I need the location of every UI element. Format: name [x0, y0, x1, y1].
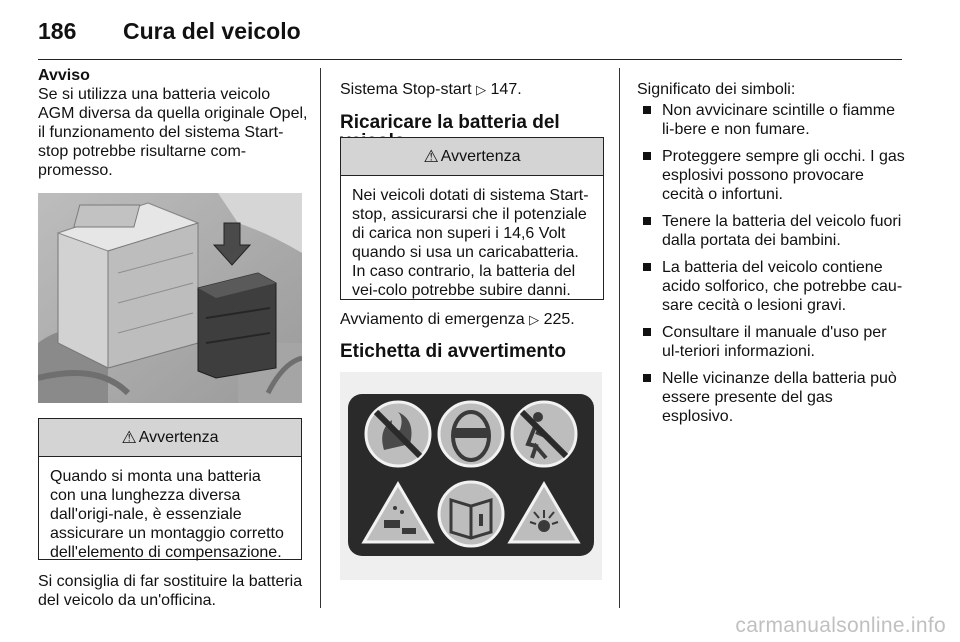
battery-photo: [38, 193, 302, 403]
column-right: [637, 80, 907, 434]
site-watermark: carmanualsonline.info: [735, 614, 946, 637]
cross-reference-text: Avviamento di emergenza: [340, 311, 525, 328]
section-heading-label: Etichetta di avvertimento: [340, 341, 566, 362]
list-item: [637, 369, 907, 426]
list-item: [637, 147, 907, 204]
keep-away-children-icon: [512, 402, 576, 466]
warning-label-illustration: [340, 372, 602, 580]
list-item-text: Proteggere sempre gli occhi. I gas esplosivi possono provocare cecità o infortuni.: [662, 148, 905, 203]
page-header: [38, 14, 918, 54]
page-title: Cura del veicolo: [123, 18, 301, 44]
bullet-icon: [643, 328, 651, 336]
cross-reference-page: 147.: [490, 81, 522, 98]
warning-box-left: [38, 418, 302, 560]
list-item: [637, 212, 907, 250]
read-manual-icon: [439, 482, 503, 546]
page-reference-arrow-icon: ▷: [476, 82, 487, 97]
list-item: [637, 101, 907, 139]
warning-header: [341, 138, 603, 176]
replacement-advice: Si consiglia di far sostituire la batteria del veicolo da un'officina.: [38, 573, 303, 609]
warning-box-middle: [340, 137, 604, 300]
warning-text: Nei veicoli dotati di sistema Start-stop, assicurarsi che il potenziale di carica non superi i 14,6 Volt quando si usa un caricabatteria. In caso contrario, la batteria del vei-colo potrebbe subire danni.: [352, 187, 589, 299]
column-divider-1: [320, 68, 321, 608]
symbol-list: [637, 101, 907, 426]
warning-heading: Avvertenza: [440, 147, 521, 165]
warning-text: Quando si monta una batteria con una lunghezza diversa dall'origi-nale, è essenziale assicurare un montaggio corretto dell'elemento di compensazione.: [50, 468, 284, 561]
header-rule: [38, 59, 902, 60]
cross-reference-text: Sistema Stop-start: [340, 81, 472, 98]
list-item: [637, 258, 907, 315]
warning-label-image: [340, 372, 602, 580]
page-number: 186: [38, 18, 77, 44]
list-item-text: La batteria del veicolo contiene acido solforico, che potrebbe cau-sare cecità o lesioni gravi.: [662, 259, 903, 314]
eye-protection-icon: [439, 402, 503, 466]
column-divider-2: [619, 68, 620, 608]
column-left: [38, 66, 308, 180]
warning-header: [39, 419, 301, 457]
list-item: [637, 323, 907, 361]
list-item-text: Consultare il manuale d'uso per ul-teriori informazioni.: [662, 324, 887, 360]
page-reference-arrow-icon: ▷: [529, 312, 540, 327]
symbols-intro: Significato dei simboli:: [637, 81, 796, 98]
warning-triangle-icon: ⚠: [423, 146, 439, 166]
section-heading-charging: Ricaricare la batteria del: [340, 112, 560, 133]
list-item-text: Tenere la batteria del veicolo fuori dalla portata dei bambini.: [662, 213, 902, 249]
no-fire-icon: [366, 402, 430, 466]
battery-photo-illustration: [38, 193, 302, 403]
bullet-icon: [643, 217, 651, 225]
bullet-icon: [643, 263, 651, 271]
note-title: Avviso: [38, 67, 90, 84]
cross-reference-stop-start[interactable]: [340, 80, 605, 99]
cross-reference-emergency-start[interactable]: [340, 310, 610, 329]
list-item-text: Nelle vicinanze della batteria può essere presente del gas esplosivo.: [662, 370, 897, 425]
bullet-icon: [643, 106, 651, 114]
warning-triangle-icon: ⚠: [121, 427, 137, 447]
bullet-icon: [643, 374, 651, 382]
list-item-text: Non avvicinare scintille o fiamme li-bere e non fumare.: [662, 102, 895, 138]
cross-reference-page: 225.: [543, 311, 575, 328]
warning-heading: Avvertenza: [138, 428, 219, 446]
note-text: Se si utilizza una batteria veicolo AGM diversa da quella originale Opel, il funzionamento del sistema Start-stop potrebbe risultarne com-promesso.: [38, 86, 308, 179]
bullet-icon: [643, 152, 651, 160]
